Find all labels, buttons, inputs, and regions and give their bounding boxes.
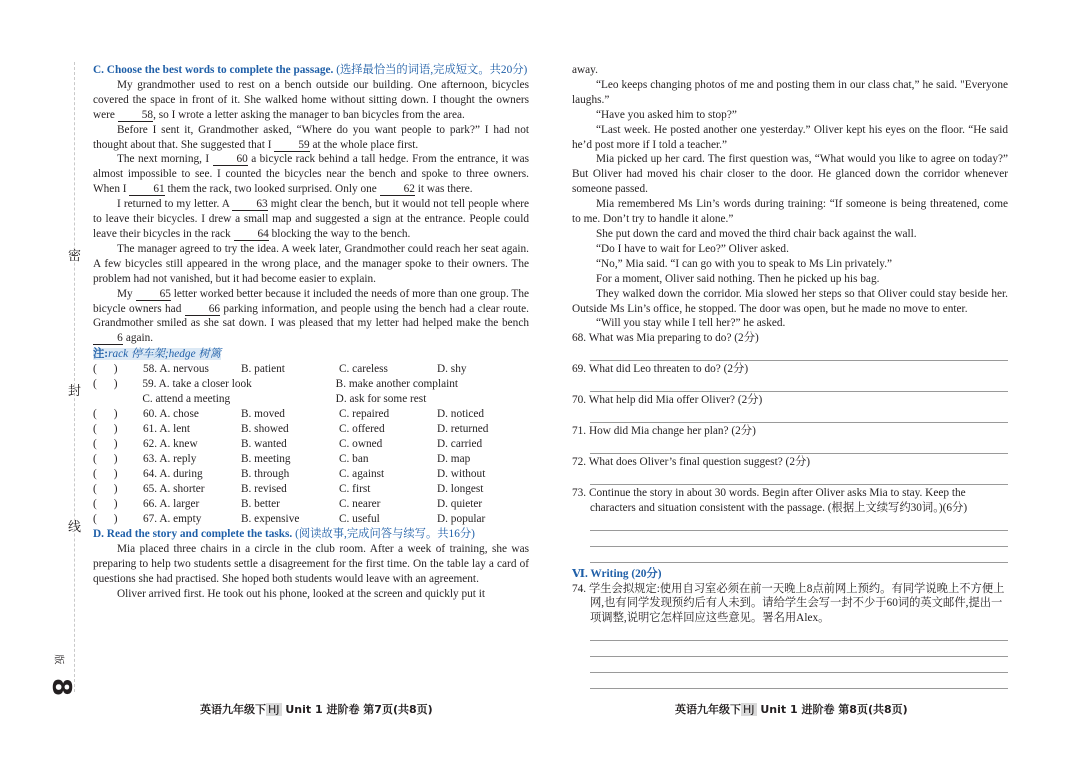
option-choice: C. against	[339, 468, 385, 481]
answer-line[interactable]	[590, 439, 1008, 454]
cloze-text: , so I wrote a letter asking the manager to ban bicycles from the area.	[153, 108, 465, 121]
option-choice: D. ask for some rest	[335, 393, 427, 406]
option-choice: C. useful	[339, 513, 380, 526]
cloze-blank[interactable]: 60	[213, 153, 248, 166]
story-paragraph: She put down the card and moved the third chair back against the wall.	[596, 227, 917, 240]
option-choice: C. careless	[339, 363, 388, 376]
cloze-blank[interactable]: 63	[232, 198, 267, 211]
answer-line[interactable]	[590, 470, 1008, 485]
seal-char-feng: 封	[68, 384, 82, 399]
cloze-blank[interactable]: 66	[185, 303, 220, 316]
option-choice: D. quieter	[437, 498, 483, 511]
story-paragraph: Oliver arrived first. He took out his phone, looked at the screen and quickly put it	[117, 587, 485, 600]
option-choice: C. nearer	[339, 498, 381, 511]
question-text: 70. What help did Mia offer Oliver? (2分)	[572, 394, 763, 407]
answer-line[interactable]	[590, 377, 1008, 392]
story-paragraph: “Last week. He posted another one yesterday.” Oliver kept his eyes on the floor. “He said he’d post more if I told a teacher.”	[572, 123, 1008, 151]
cloze-text: it was there.	[414, 183, 473, 196]
option-choice: B. better	[241, 498, 280, 511]
question-list	[572, 331, 1008, 562]
question-text: 68. What was Mia preparing to do? (2分)	[572, 332, 759, 345]
question	[572, 455, 1008, 485]
option-choice: B. moved	[241, 408, 285, 421]
option-choice: D. carried	[437, 438, 483, 451]
cloze-passage	[93, 78, 529, 346]
option-row	[93, 482, 529, 497]
answer-line[interactable]	[590, 346, 1008, 361]
story-paragraph: “Leo keeps changing photos of me and posting them in our class chat,” he said. "Everyone laughs.”	[572, 78, 1008, 106]
answer-line[interactable]	[590, 548, 1008, 563]
answer-line[interactable]	[590, 642, 1008, 657]
cloze-text: a bicycle rack behind a tall hedge. From the entrance, it was almost impossible to see. I counted the bicycles near the bench and spoke to three owners. When I	[93, 153, 530, 196]
answer-bracket[interactable]: ( )	[93, 438, 118, 451]
question-text: 72. What does Oliver’s final question suggest? (2分)	[572, 455, 811, 468]
question-text: 73. Continue the story in about 30 words. Begin after Oliver asks Mia to stay. Keep the characters and situation consistent with the passage. (根据上文续写约30词。)(6分)	[572, 486, 968, 514]
story-paragraph: Mia remembered Ms Lin’s words during training: “If someone is being threatened, come to me. Don’t try to handle it alone.”	[572, 198, 1008, 226]
option-choice: D. noticed	[437, 408, 485, 421]
option-row	[93, 422, 529, 437]
page-suffix: 版	[52, 654, 64, 665]
option-choice: B. through	[241, 468, 290, 481]
cloze-text: My grandmother used to rest on a bench outside our building. One afternoon, bicycles covered the space in front of it. She walked home without sitting down. I thought the owners were	[93, 78, 529, 121]
cloze-blank[interactable]: 62	[380, 183, 415, 196]
answer-bracket[interactable]: ( )	[93, 483, 118, 496]
answer-bracket[interactable]: ( )	[93, 408, 118, 421]
answer-bracket[interactable]	[93, 392, 142, 407]
section-d-title: D. Read the story and complete the tasks. (阅读故事,完成问答与续写。共16分)	[93, 528, 475, 541]
option-choice: 61. A. lent	[143, 423, 191, 436]
question	[572, 486, 1008, 563]
option-choice: 60. A. chose	[143, 408, 199, 421]
cloze-paragraph	[93, 242, 529, 287]
question-text: 71. How did Mia change her plan? (2分)	[572, 425, 756, 438]
footer-right: 英语九年级下 HJ Unit 1 进阶卷 第8页(共8页)	[675, 703, 908, 716]
option-row	[93, 452, 529, 467]
option-choice: D. without	[437, 468, 486, 481]
cloze-text: letter worked better because it included the needs of more than one group. The bicycle owners had	[93, 287, 529, 315]
cloze-text: blocking the way to the bench.	[268, 227, 411, 240]
story-paragraph: Mia placed three chairs in a circle in the club room. After a week of training, she was preparing to help two students settle a disagreement for the first time. On the table lay a card of questions she had practised. She hoped both students would leave with an agreement.	[93, 543, 529, 585]
question	[572, 331, 1008, 361]
cloze-text: at the whole place first.	[309, 138, 419, 151]
cloze-text: The manager agreed to try the idea. A week later, Grandmother could reach her seat again. A few bicycles still appeared in the wrong place, and the manager spoke to their owners. The problem had not vanished, but it had become easier to explain.	[93, 242, 529, 285]
answer-line[interactable]	[590, 532, 1008, 547]
option-row	[93, 512, 529, 527]
story-paragraph: “Will you stay while I tell her?” he asked.	[596, 317, 786, 330]
cloze-paragraph	[93, 152, 529, 197]
seal-char-mi: 密	[68, 249, 82, 264]
option-row	[93, 497, 529, 512]
answer-bracket[interactable]: ( )	[93, 498, 118, 511]
cloze-blank[interactable]: 61	[129, 183, 164, 196]
story-paragraph: “No,” Mia said. “I can go with you to speak to Ms Lin privately.”	[596, 257, 893, 270]
option-choice: 66. A. larger	[143, 498, 200, 511]
option-choice: B. revised	[241, 483, 287, 496]
story-continued	[572, 63, 1008, 331]
option-choice: 58. A. nervous	[143, 363, 209, 376]
option-choice: 67. A. empty	[143, 513, 202, 526]
option-row	[93, 407, 529, 422]
cloze-text: The next morning, I	[117, 153, 213, 166]
story-paragraph: “Do I have to wait for Leo?” Oliver asked.	[596, 242, 789, 255]
cloze-text: might clear the bench, but it would not tell people where to leave their bicycles. I drew a small map and suggested a sign at the entrance. People could leave their bicycles in the rack	[93, 198, 529, 240]
option-choice: 65. A. shorter	[143, 483, 205, 496]
answer-bracket[interactable]: ( )	[93, 453, 118, 466]
option-row	[93, 362, 529, 377]
option-choice: 64. A. during	[143, 468, 203, 481]
answer-line[interactable]	[590, 516, 1008, 531]
option-choice: C. repaired	[339, 408, 390, 421]
story-paragraph: They walked down the corridor. Mia slowed her steps so that Oliver could stay beside her. Outside Ms Lin’s office, he stopped. The door was open, but he made no move to enter.	[572, 287, 1008, 315]
vocab-note: 注:rack 停车架;hedge 树篱	[93, 348, 222, 361]
cloze-paragraph	[93, 78, 529, 123]
option-choice: B. showed	[241, 423, 289, 436]
option-choice: B. patient	[241, 363, 285, 376]
option-row	[93, 467, 529, 482]
option-row	[93, 437, 529, 452]
cloze-text: them the rack, two looked surprised. Only one	[164, 183, 380, 196]
story-paragraph: “Have you asked him to stop?”	[596, 108, 737, 121]
story-paragraph: away.	[572, 64, 598, 76]
question-text: 69. What did Leo threaten to do? (2分)	[572, 363, 749, 376]
option-choice: D. longest	[437, 483, 484, 496]
cloze-paragraph	[93, 287, 529, 347]
option-choice: B. meeting	[241, 453, 291, 466]
option-choice: 59. A. take a closer look	[142, 378, 252, 391]
cloze-blank[interactable]: 59	[274, 139, 309, 152]
option-choice: D. returned	[437, 423, 489, 436]
option-choice: C. first	[339, 483, 371, 496]
option-choice: 62. A. knew	[143, 438, 198, 451]
writing-prompt: 74. 学生会拟规定:使用自习室必须在前一天晚上8点前网上预约。有同学说晚上不方便上网,也有同学发现预约后有人未到。请给学生会写一封不少于60词的英文邮件,提出一项调整,说明它怎样回应这些意见。署名用Alex。	[572, 582, 1005, 625]
answer-line[interactable]	[590, 626, 1008, 641]
option-choice: C. ban	[339, 453, 369, 466]
option-choice: D. popular	[437, 513, 486, 526]
option-choice: C. owned	[339, 438, 383, 451]
seal-char-xian: 线	[68, 520, 82, 535]
cloze-paragraph	[93, 197, 529, 242]
option-choice: D. shy	[437, 363, 467, 376]
writing-section-title: Ⅵ. Writing (20分)	[572, 567, 662, 580]
cloze-text: again.	[123, 332, 154, 345]
answer-bracket[interactable]: ( )	[93, 468, 118, 481]
left-column	[93, 63, 529, 602]
option-row	[93, 392, 529, 407]
cloze-blank[interactable]: 65	[136, 288, 171, 301]
answer-bracket[interactable]: ( )	[93, 363, 118, 376]
cloze-text: I returned to my letter. A	[117, 198, 233, 211]
option-choice: B. wanted	[241, 438, 287, 451]
option-choice: C. attend a meeting	[142, 393, 231, 406]
writing-answer-lines	[572, 626, 1008, 689]
question	[572, 362, 1008, 392]
seal-line	[74, 62, 75, 692]
cloze-blank[interactable]: 6	[93, 332, 123, 345]
answer-bracket[interactable]: ( )	[93, 423, 118, 436]
answer-bracket[interactable]: ( )	[93, 378, 118, 391]
story-paragraph: For a moment, Oliver said nothing. Then he picked up his bag.	[596, 272, 880, 285]
answer-line[interactable]	[590, 408, 1008, 423]
cloze-text: Before I sent it, Grandmother asked, “Where do you want people to park?” I had not thought about that. She suggested that I	[93, 123, 529, 151]
question	[572, 393, 1008, 423]
cloze-options	[93, 362, 529, 527]
cloze-blank[interactable]: 58	[118, 109, 153, 122]
page-number: 8	[46, 677, 77, 697]
cloze-text: parking information, and people using the bench had a clear route. Grandmother smiled as she sat down. I was pleased that my letter had helped make the bench	[93, 302, 529, 330]
answer-line[interactable]	[590, 674, 1008, 689]
option-choice: C. offered	[339, 423, 385, 436]
option-choice: 63. A. reply	[143, 453, 197, 466]
right-column	[572, 63, 1008, 690]
question	[572, 424, 1008, 454]
section-c-title: C. Choose the best words to complete the passage. (选择最恰当的词语,完成短文。共20分)	[93, 64, 528, 76]
story-paragraph: Mia picked up her card. The first question was, “What would you like to agree on today?” But Oliver had moved his chair closer to the door. He glanced down the corridor whenever someone passed.	[572, 153, 1008, 196]
footer-left: 英语九年级下 HJ Unit 1 进阶卷 第7页(共8页)	[200, 703, 433, 716]
option-row	[93, 377, 529, 392]
option-choice: B. make another complaint	[335, 378, 459, 391]
option-choice: B. expensive	[241, 513, 300, 526]
answer-bracket[interactable]: ( )	[93, 513, 118, 526]
cloze-paragraph	[93, 123, 529, 153]
option-choice: D. map	[437, 453, 471, 466]
cloze-blank[interactable]: 64	[234, 228, 269, 241]
cloze-text: My	[117, 287, 136, 300]
answer-line[interactable]	[590, 658, 1008, 673]
